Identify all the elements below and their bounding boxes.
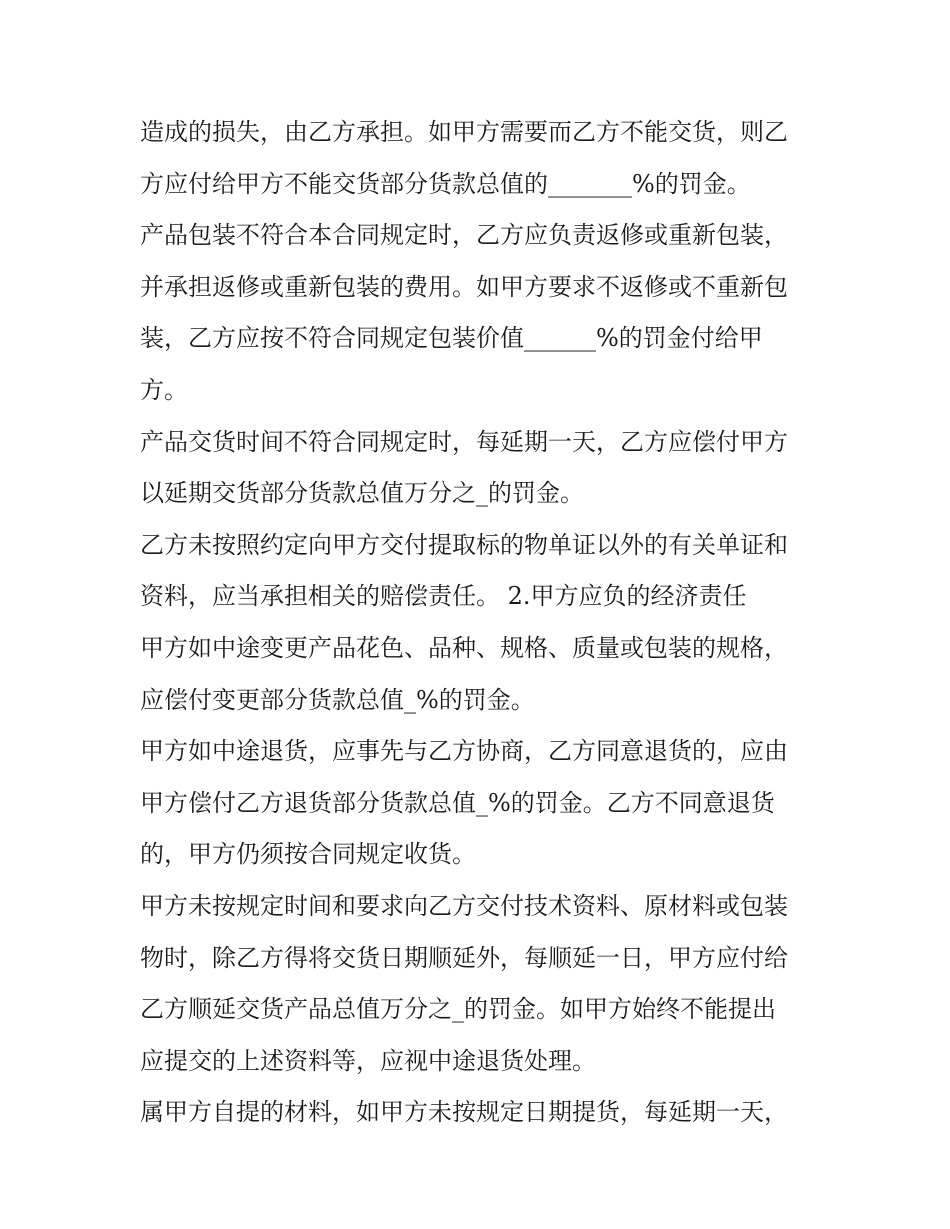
text-line: 乙方顺延交货产品总值万分之_的罚金。如甲方始终不能提出 [140,995,776,1024]
text-line: 造成的损失，由乙方承担。如甲方需要而乙方不能交货，则乙 [140,118,788,146]
text-line: 以延期交货部分货款总值万分之_的罚金。 [140,479,584,508]
text-line: 甲方未按规定时间和要求向乙方交付技术资料、原材料或包装 [140,891,788,920]
text-line: 产品包装不符合本合同规定时，乙方应负责返修或重新包装， [140,221,788,250]
text-line: 甲方如中途变更产品花色、品种、规格、质量或包装的规格， [140,633,788,662]
text-line: 产品交货时间不符合同规定时，每延期一天，乙方应偿付甲方 [140,427,788,456]
text-line: 应提交的上述资料等，应视中途退货处理。 [140,1046,596,1075]
text-line: 装，乙方应按不符合同规定包装价值______%的罚金付给甲 [140,324,763,353]
text-line: 方。 [140,375,188,404]
contract-text-body [140,107,840,1139]
text-line: 物时，除乙方得将交货日期顺延外，每顺延一日，甲方应付给 [140,943,788,972]
text-line: 甲方如中途退货，应事先与乙方协商，乙方同意退货的，应由 [140,737,788,766]
text-line: 甲方偿付乙方退货部分货款总值_%的罚金。乙方不同意退货 [140,788,775,817]
text-line: 的，甲方仍须按合同规定收货。 [140,840,476,869]
text-line: 属甲方自提的材料，如甲方未按规定日期提货，每延期一天， [140,1098,788,1127]
text-line: 乙方未按照约定向甲方交付提取标的物单证以外的有关单证和 [140,530,788,559]
text-line: 应偿付变更部分货款总值_%的罚金。 [140,685,535,714]
text-line: 方应付给甲方不能交货部分货款总值的_______%的罚金。 [140,169,751,198]
text-line: 并承担返修或重新包装的费用。如甲方要求不返修或不重新包 [140,272,788,301]
text-line: 资料，应当承担相关的赔偿责任。 2.甲方应负的经济责任 [140,582,747,611]
